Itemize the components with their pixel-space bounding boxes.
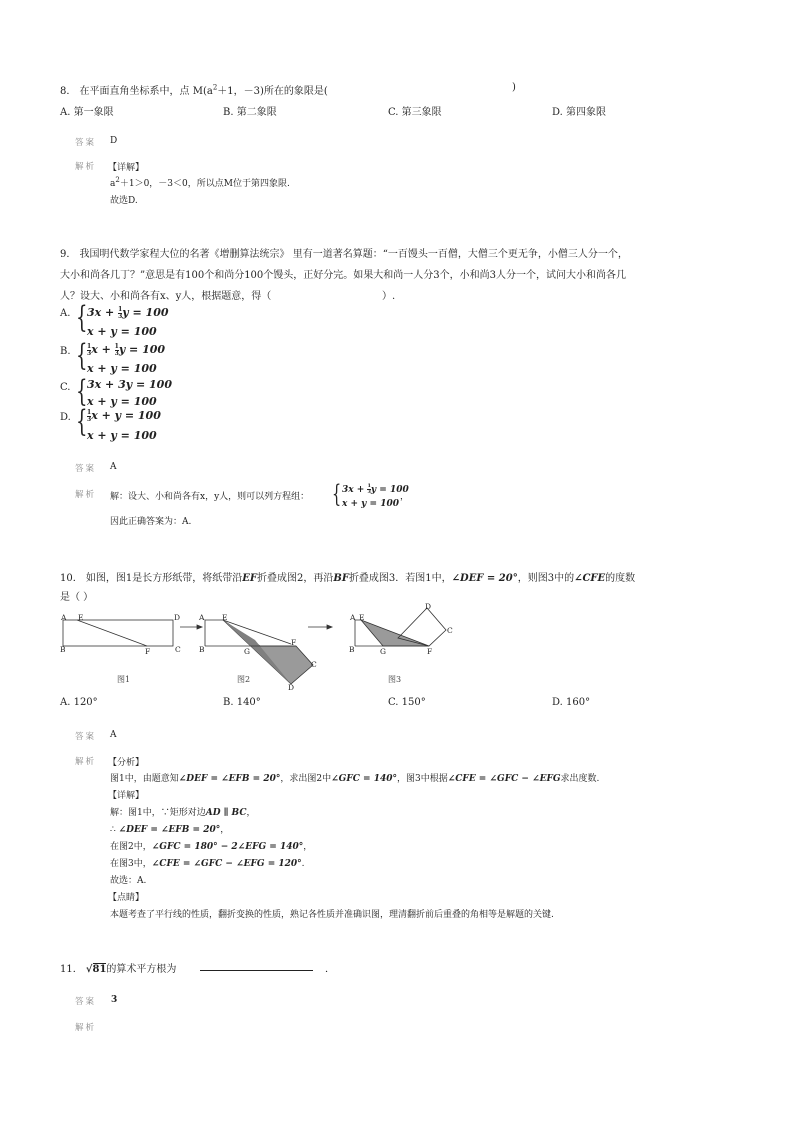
q10-analysis-line1: 图1中，由题意知∠DEF = ∠EFB = 20°，求出图2中∠GFC = 140°，图3中根据∠CFE = ∠GFC − ∠EFG求出度数. [110, 774, 600, 784]
q10-option-a: A. 120° [60, 697, 98, 708]
q10-detail-line4: 在图3中，∠CFE = ∠GFC − ∠EFG = 120°. [110, 859, 305, 869]
q10-answer: A [110, 730, 117, 740]
fig3-label-e: E [359, 613, 365, 622]
q9-option-b-letter: B. [60, 346, 71, 357]
q9-option-d-eq1: $\frac{1}{3}$ x + y = 100 [87, 408, 161, 423]
figure-1 [63, 620, 173, 646]
q10-detail-line5: 故选：A. [110, 876, 147, 886]
fig3-label-b: B [349, 645, 355, 654]
q9-option-b-eq2: x + y = 100 [87, 362, 157, 375]
q9-solution-eq2: x + y = 100 [342, 499, 399, 509]
fig1-label-c: C [175, 645, 181, 654]
sqrt-symbol: √ [85, 964, 93, 975]
fold-line-ef [77, 620, 147, 646]
fig1-label-e: E [78, 613, 84, 622]
q8-stem-close: ) [512, 82, 516, 93]
q9-option-a-brace: { [76, 300, 88, 335]
q9-solution-brace: { [332, 480, 342, 508]
q9-analysis-label: 解析 [75, 490, 97, 500]
strip-left [205, 620, 223, 646]
fig2-label-d: D [288, 683, 295, 692]
fraction: $\frac{1}{3}$ [367, 483, 371, 495]
fraction: $\frac{1}{3}$ [87, 408, 92, 423]
q9-solution-line1: 解：设大、小和尚各有x，y人，则可以列方程组： [110, 492, 310, 502]
q8-answer-label: 答案 [75, 138, 97, 148]
fraction: $\frac{1}{3}$ [118, 305, 123, 320]
figure-3-caption: 图3 [388, 675, 402, 684]
q9-solution-eq1: 3x + $\frac{1}{3}$ y = 100 [342, 483, 409, 495]
figure-2 [205, 620, 313, 684]
fig3-label-g: G [380, 647, 386, 656]
figure-3 [355, 608, 446, 646]
q11-stem: 11． √81的算术平方根为 [60, 964, 177, 975]
fig3-label-f: F [427, 647, 433, 656]
q8-detail-line1: $a^2+1>0$，－3＜0，所以点M位于第四象限. [110, 176, 290, 189]
q10-comment: 本题考查了平行线的性质，翻折变换的性质，熟记各性质并准确识图，理清翻折前后重叠的角相等是解题的关键. [110, 910, 554, 920]
fig1-label-d: D [174, 613, 181, 622]
q10-option-c: C. 150° [388, 697, 426, 708]
q9-option-a-letter: A. [60, 308, 71, 319]
q8-detail-title: 【详解】 [108, 163, 145, 173]
q9-solution-line2: 因此正确答案为：A. [110, 517, 192, 527]
folded-region [361, 620, 429, 646]
fig2-label-e: E [222, 613, 228, 622]
q9-answer: A [110, 462, 117, 472]
q8-option-b: B. 第二象限 [223, 107, 277, 118]
fig3-label-a: A [350, 613, 356, 622]
q10-detail-title: 【详解】 [108, 791, 145, 801]
q8-stem: 8． 在平面直角坐标系中，点 $M(a^2+1$，－3)所在的象限是( [60, 83, 328, 97]
q10-analysis-label: 解析 [75, 757, 97, 767]
fig2-label-g: G [244, 647, 250, 656]
q10-stem-line2: 是（ ） [60, 592, 94, 603]
fold-line [223, 620, 291, 644]
q11-answer-label: 答案 [75, 997, 97, 1007]
q8-option-a: A. 第一象限 [60, 107, 114, 118]
q9-answer-label: 答案 [75, 464, 97, 474]
q11-answer: 3 [111, 995, 118, 1005]
q10-analysis-title: 【分析】 [108, 758, 145, 768]
fig1-label-a: A [61, 613, 67, 622]
q9-option-d-brace: { [76, 404, 88, 439]
fraction: $\frac{1}{3}$ [87, 342, 92, 357]
q8-option-c: C. 第三象限 [388, 107, 442, 118]
fig1-label-f: F [145, 647, 151, 656]
q10-detail-line2: ∴ ∠DEF = ∠EFB = 20°， [110, 825, 230, 835]
q9-option-a-eq1: 3x + $\frac{1}{3}$ y = 100 [87, 305, 169, 320]
q9-stem-line2: 大小和尚各几丁？”意思是有100个和尚分100个馒头，正好分完。如果大和尚一人分3个，小和尚3人分一个，试问大小和尚各几 [60, 270, 627, 281]
q8-detail-line2: 故选D. [110, 196, 138, 206]
q10-detail-line1: 解：图1中，∵矩形对边AD ∥ BC， [110, 808, 256, 818]
q9-option-a-eq2: x + y = 100 [87, 325, 157, 338]
q8-analysis-label: 解析 [75, 162, 97, 172]
q11-stem-end: ． [325, 964, 335, 975]
q9-option-d-letter: D. [60, 412, 71, 423]
fig3-label-d: D [425, 602, 432, 611]
figure-2-caption: 图2 [237, 675, 251, 684]
q9-stem-line1: 9． 我国明代数学家程大位的名著《增删算法统宗》 里有一道著名算题：“一百馒头一百僧，大僧三个更无争，小僧三人分一个， [60, 249, 628, 260]
fig2-label-b: B [199, 645, 205, 654]
q10-stem-line1: 10． 如图，图1是长方形纸带，将纸带沿EF折叠成图2，再沿BF折叠成图3．若图1中，∠DEF = 20°，则图3中的∠CFE的度数 [60, 573, 636, 584]
arrow-icon [180, 625, 202, 629]
strip-rect [63, 620, 173, 646]
figure-1-caption: 图1 [117, 675, 131, 684]
q9-stem-line3-close: ）. [382, 291, 396, 302]
q9-option-b-eq1: $\frac{1}{3}$ x + $\frac{1}{3}$ y = 100 [87, 342, 166, 357]
q9-stem-line3: 人？设大、小和尚各有x、y人，根据题意，得（ [60, 291, 272, 302]
q9-option-c-eq1: 3x + 3y = 100 [87, 378, 172, 391]
arrow-icon [308, 625, 332, 629]
fig3-label-c: C [447, 626, 453, 635]
q9-option-c-brace: { [76, 374, 88, 409]
q10-comment-title: 【点睛】 [108, 893, 145, 903]
q10-answer-label: 答案 [75, 732, 97, 742]
fraction: $\frac{1}{3}$ [114, 342, 119, 357]
q9-option-c-letter: C. [60, 382, 71, 393]
q9-solution-comma: ， [400, 492, 410, 502]
q9-option-b-brace: { [76, 338, 88, 373]
q10-option-d: D. 160° [552, 697, 591, 708]
q8-option-d: D. 第四象限 [552, 107, 607, 118]
fig2-label-a: A [199, 613, 205, 622]
strip-left [355, 620, 361, 646]
fig2-label-c: C [311, 660, 317, 669]
fig1-label-b: B [60, 645, 66, 654]
q11-answer-blank [200, 970, 313, 971]
q9-option-c-eq2: x + y = 100 [87, 395, 157, 408]
q10-option-b: B. 140° [223, 697, 261, 708]
q8-answer: D [110, 136, 118, 146]
q11-analysis-label: 解析 [75, 1023, 97, 1033]
q10-detail-line3: 在图2中，∠GFC = 180° − 2∠EFG = 140°， [110, 842, 313, 852]
q9-option-d-eq2: x + y = 100 [87, 429, 157, 442]
fig2-label-f: F [291, 638, 297, 647]
